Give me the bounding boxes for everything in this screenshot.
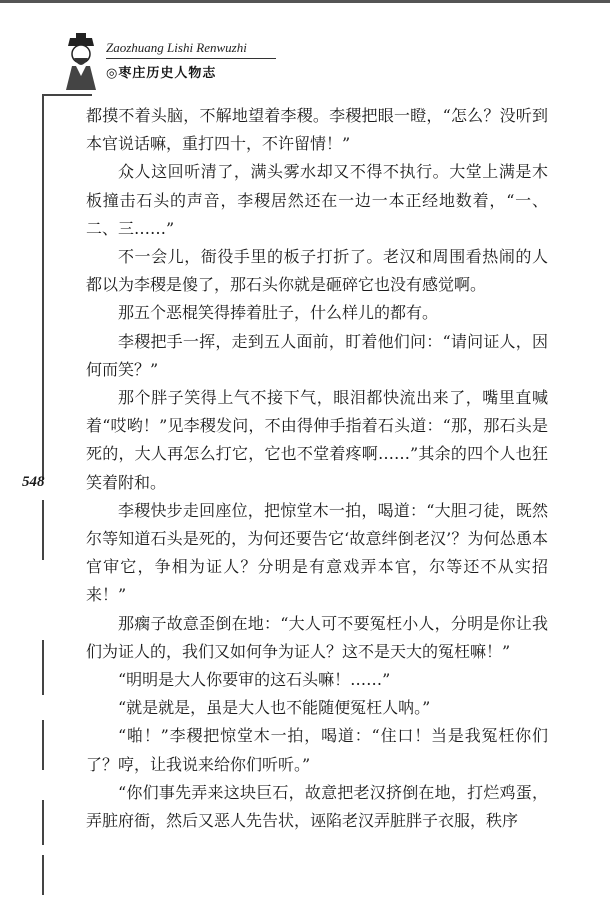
portrait-illustration: [62, 32, 100, 92]
paragraph: 都摸不着头脑，不解地望着李稷。李稷把眼一瞪，“怎么？没听到本官说话嘛，重打四十，不许留情！”: [86, 106, 548, 154]
series-title-chinese: ◎枣庄历史人物志: [106, 66, 217, 81]
margin-rule-vertical: [42, 800, 44, 845]
margin-rule-vertical: [42, 95, 44, 480]
margin-rule-vertical: [42, 640, 44, 695]
paragraph: 那五个恶棍笑得捧着肚子，什么样儿的都有。: [118, 303, 439, 323]
paragraph: “你们事先弄来这块巨石，故意把老汉挤倒在地，打烂鸡蛋，弄脏府衙，然后又恶人先告状，诬陷老汉弄脏胖子衣服，秩序: [86, 782, 548, 831]
paragraph: 那个胖子笑得上气不接下气，眼泪都快流出来了，嘴里直喊着“哎哟！”见李稷发问，不由得伸手指着石头道：“那，那石头是死的，大人再怎么打它，它也不堂着疼啊……”其余的四个人也狂笑着附和。: [86, 388, 548, 492]
header-divider: [106, 58, 276, 59]
paragraph: “啪！”李稷把惊堂木一拍，喝道：“住口！当是我冤枉你们了？哼，让我说来给你们听听。”: [86, 726, 548, 774]
body-text: [86, 102, 548, 835]
margin-rule-vertical: [42, 720, 44, 770]
paragraph: 不一会儿，衙役手里的板子打折了。老汉和周围看热闹的人都以为李稷是傻了，那石头你就是砸碎它也没有感觉啊。: [86, 247, 548, 295]
paragraph: “明明是大人你要审的这石头嘛！……”: [118, 670, 391, 690]
margin-rule-vertical: [42, 855, 44, 895]
page-number: 548: [22, 474, 45, 490]
paragraph: “就是就是，虽是大人也不能随便冤枉人呐。”: [118, 698, 431, 718]
running-header: [62, 28, 282, 100]
paragraph: 那瘸子故意歪倒在地：“大人可不要冤枉小人，分明是你让我们为证人的，我们又如何争为证人？这不是天大的冤枉嘛！”: [86, 613, 548, 661]
margin-rule-horizontal: [42, 94, 92, 96]
series-title-english: Zaozhuang Lishi Renwuzhi: [106, 40, 247, 55]
paragraph: 众人这回听清了，满头雾水却又不得不执行。大堂上满是木板撞击石头的声音，李稷居然还在一边一本正经地数着，“一、二、三……”: [86, 162, 548, 238]
margin-rule-vertical: [42, 500, 44, 560]
paragraph: 李稷把手一挥，走到五人面前，盯着他们问：“请问证人，因何而笑？”: [86, 331, 548, 379]
top-border: [0, 0, 610, 3]
paragraph: 李稷快步走回座位，把惊堂木一拍，喝道：“大胆刁徒，既然尔等知道石头是死的，为何还要告它‘故意绊倒老汉’？为何怂恿本官审它，争相为证人？分明是有意戏弄本官，尔等还不从实招来！”: [86, 500, 548, 605]
